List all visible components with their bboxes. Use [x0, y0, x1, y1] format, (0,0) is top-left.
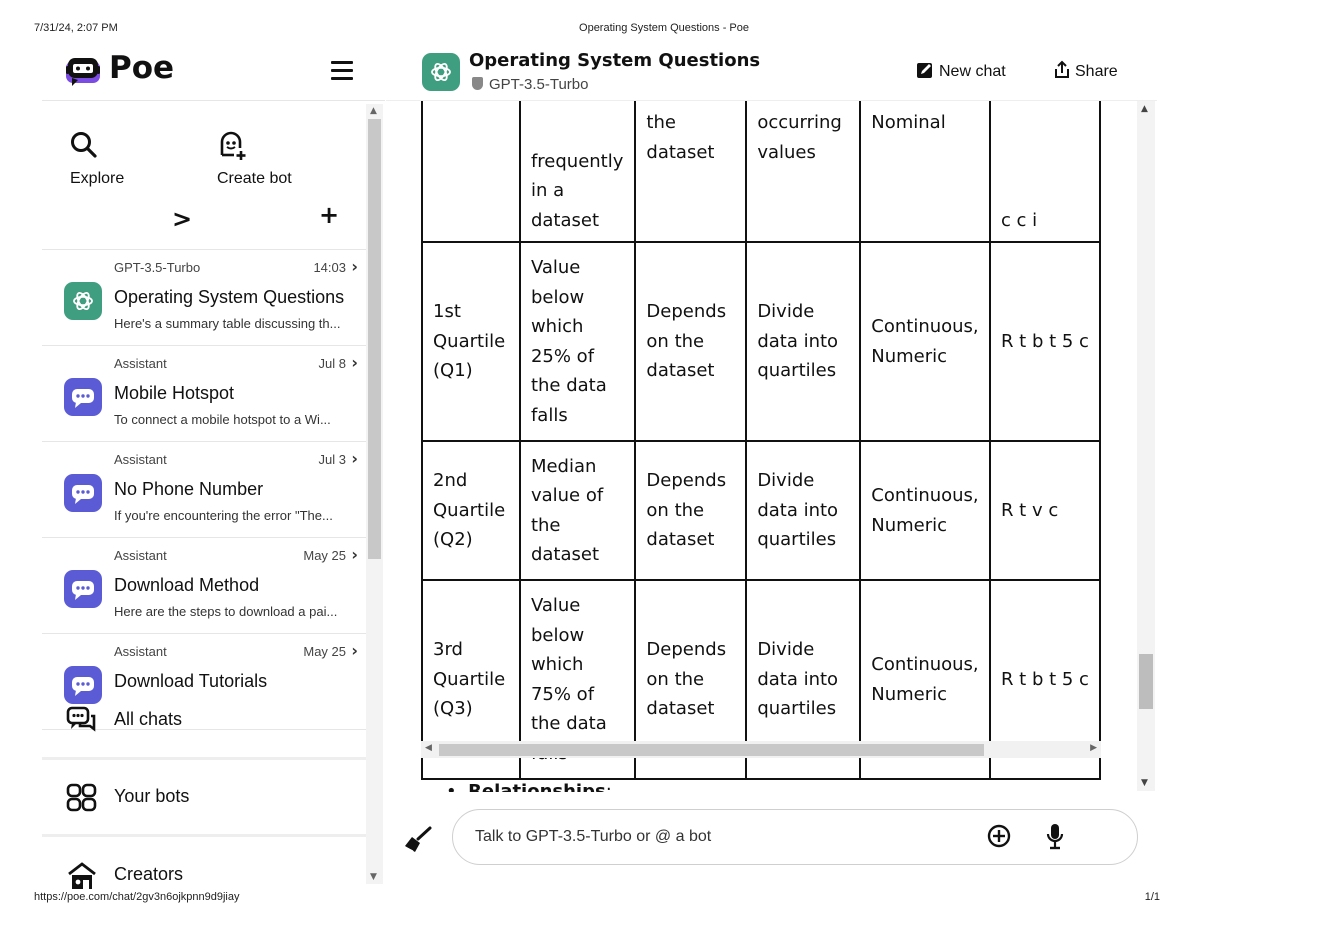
table-cell: Divide data into quartiles: [746, 580, 860, 779]
sidebar-scrollbar[interactable]: [366, 104, 383, 884]
share-icon: [1054, 61, 1070, 79]
chat-title: No Phone Number: [114, 479, 264, 499]
composer: [386, 792, 1157, 884]
table-cell: Median value of the dataset: [520, 441, 635, 580]
summary-table-container: [421, 101, 1101, 741]
poe-logo-icon: [64, 55, 102, 89]
chat-title: Mobile Hotspot: [114, 383, 235, 403]
scroll-up-icon[interactable]: ▲: [370, 106, 377, 116]
chat-list: [42, 250, 368, 730]
chat-preview: Here are the steps to download a pai...: [114, 604, 338, 619]
plus-icon[interactable]: +: [319, 201, 340, 229]
new-chat-icon: [916, 61, 934, 79]
print-header: [0, 22, 1200, 38]
table-cell: 2nd Quartile (Q2): [422, 441, 520, 580]
gpt-avatar-icon: [64, 282, 102, 320]
microphone-icon[interactable]: [1045, 823, 1065, 851]
scrollbar-thumb[interactable]: [1139, 654, 1153, 709]
table-horizontal-scrollbar[interactable]: [421, 741, 1101, 758]
chat-item-download-method[interactable]: [42, 538, 368, 634]
chat-time: May 25: [303, 644, 346, 659]
table-cell: Divide data into quartiles: [746, 441, 860, 580]
add-attachment-icon[interactable]: [987, 824, 1011, 848]
chevron-right-icon[interactable]: >: [172, 205, 193, 233]
table-cell: frequently in a dataset: [520, 72, 635, 242]
bot-name-label: GPT-3.5-Turbo: [489, 76, 589, 93]
table-cell: Depends on the dataset: [635, 580, 746, 779]
table-row: [422, 242, 1100, 441]
scrollbar-thumb[interactable]: [439, 744, 984, 756]
assistant-avatar-icon: [64, 474, 102, 512]
table-cell: Continuous, Numeric: [860, 441, 990, 580]
assistant-avatar-icon: [64, 570, 102, 608]
print-page-count: 1/1: [1144, 891, 1160, 903]
logo-row: [42, 44, 385, 101]
scroll-right-icon[interactable]: ▶: [1090, 743, 1097, 753]
creators-icon: [66, 860, 98, 892]
creators-label: Creators: [114, 864, 184, 884]
chat-scrollbar[interactable]: [1137, 101, 1155, 791]
chat-preview: Here's a summary table discussing th...: [114, 316, 341, 331]
all-chats-label: All chats: [114, 709, 183, 729]
sidebar: [42, 44, 385, 884]
assistant-avatar-icon: [64, 378, 102, 416]
chat-preview: To connect a mobile hotspot to a Wi...: [114, 412, 331, 427]
scroll-left-icon[interactable]: ◀: [425, 743, 432, 753]
creators-link[interactable]: [42, 840, 368, 910]
gpt-avatar-icon[interactable]: [422, 53, 460, 91]
chat-bot-name: Assistant: [114, 452, 167, 467]
table-cell: Continuous, Numeric: [860, 580, 990, 779]
nav-row: [42, 101, 368, 250]
print-url: https://poe.com/chat/2gv3n6ojkpnn9d9jiay: [34, 891, 240, 903]
chat-title: Download Tutorials: [114, 671, 268, 691]
scroll-up-icon[interactable]: ▲: [1141, 104, 1148, 114]
table-cell: Continuous, Numeric: [860, 242, 990, 441]
new-chat-label: New chat: [939, 63, 1006, 80]
bot-name[interactable]: [472, 76, 588, 93]
new-chat-button[interactable]: [916, 61, 1006, 81]
chat-time: 14:03: [313, 260, 346, 275]
chat-bot-name: Assistant: [114, 644, 167, 659]
chat-item-operating-system-questions[interactable]: [42, 250, 368, 346]
chat-time: Jul 3: [318, 452, 346, 467]
table-cell: Nominal: [860, 72, 990, 242]
chats-icon: [66, 705, 98, 737]
summary-table: [421, 71, 1101, 780]
chevron-right-icon: ›: [351, 449, 358, 468]
scroll-down-icon[interactable]: ▼: [370, 872, 377, 882]
table-cell: R t b t 5 c: [990, 242, 1100, 441]
explore-button[interactable]: [70, 121, 170, 191]
chat-header: [386, 44, 1157, 101]
table-cell: c c i: [990, 72, 1100, 242]
clear-context-broom-icon[interactable]: [403, 826, 433, 854]
create-bot-label: Create bot: [217, 170, 292, 187]
table-cell: Depends on the dataset: [635, 441, 746, 580]
chat-title: Download Method: [114, 575, 260, 595]
create-bot-button[interactable]: [217, 121, 357, 191]
table-cell: Divide data into quartiles: [746, 242, 860, 441]
table-cell: Value below which 75% of the data: [520, 580, 635, 779]
chevron-right-icon: ›: [351, 545, 358, 564]
table-cell: R t v c: [990, 441, 1100, 580]
chevron-right-icon: ›: [351, 353, 358, 372]
chat-time: Jul 8: [318, 356, 346, 371]
table-cell: the dataset: [635, 72, 746, 242]
create-bot-icon: [217, 131, 249, 161]
table-cell: Value below which 25% of the data falls: [520, 242, 635, 441]
chat-time: May 25: [303, 548, 346, 563]
share-button[interactable]: [1054, 61, 1118, 81]
chat-bot-name: Assistant: [114, 356, 167, 371]
table-row: [422, 441, 1100, 580]
shield-icon: [472, 77, 483, 90]
message-input[interactable]: [473, 823, 957, 851]
print-page-title: Operating System Questions - Poe: [579, 22, 749, 34]
search-icon: [70, 131, 98, 159]
table-cell: 3rd Quartile (Q3): [422, 580, 520, 779]
chat-item-no-phone-number[interactable]: [42, 442, 368, 538]
bots-grid-icon: [66, 782, 98, 814]
your-bots-link[interactable]: [42, 762, 368, 832]
chat-title: Operating System Questions: [114, 287, 345, 307]
chevron-right-icon: ›: [351, 641, 358, 660]
main-panel: [386, 44, 1157, 884]
table-cell: 1st Quartile (Q1): [422, 242, 520, 441]
scrollbar-thumb[interactable]: [368, 119, 381, 559]
message-input-box[interactable]: [452, 809, 1138, 865]
table-cell: Depends on the dataset: [635, 242, 746, 441]
scroll-down-icon[interactable]: ▼: [1141, 778, 1148, 788]
chat-title: Operating System Questions: [469, 50, 761, 71]
divider: [42, 834, 368, 837]
share-label: Share: [1075, 63, 1118, 80]
divider: [42, 757, 368, 760]
chat-preview: If you're encountering the error "The...: [114, 508, 333, 523]
chevron-right-icon: ›: [351, 257, 358, 276]
table-cell: R t b t 5 c: [990, 580, 1100, 779]
table-cell: occurring values: [746, 72, 860, 242]
print-datetime: 7/31/24, 2:07 PM: [34, 22, 118, 34]
chat-item-mobile-hotspot[interactable]: [42, 346, 368, 442]
your-bots-label: Your bots: [114, 786, 190, 806]
all-chats-link[interactable]: [42, 685, 368, 755]
explore-label: Explore: [70, 170, 125, 187]
chat-bot-name: Assistant: [114, 548, 167, 563]
logo-text: Poe: [109, 50, 175, 86]
chat-bot-name: GPT-3.5-Turbo: [114, 260, 201, 275]
hamburger-menu-icon[interactable]: [331, 61, 353, 83]
